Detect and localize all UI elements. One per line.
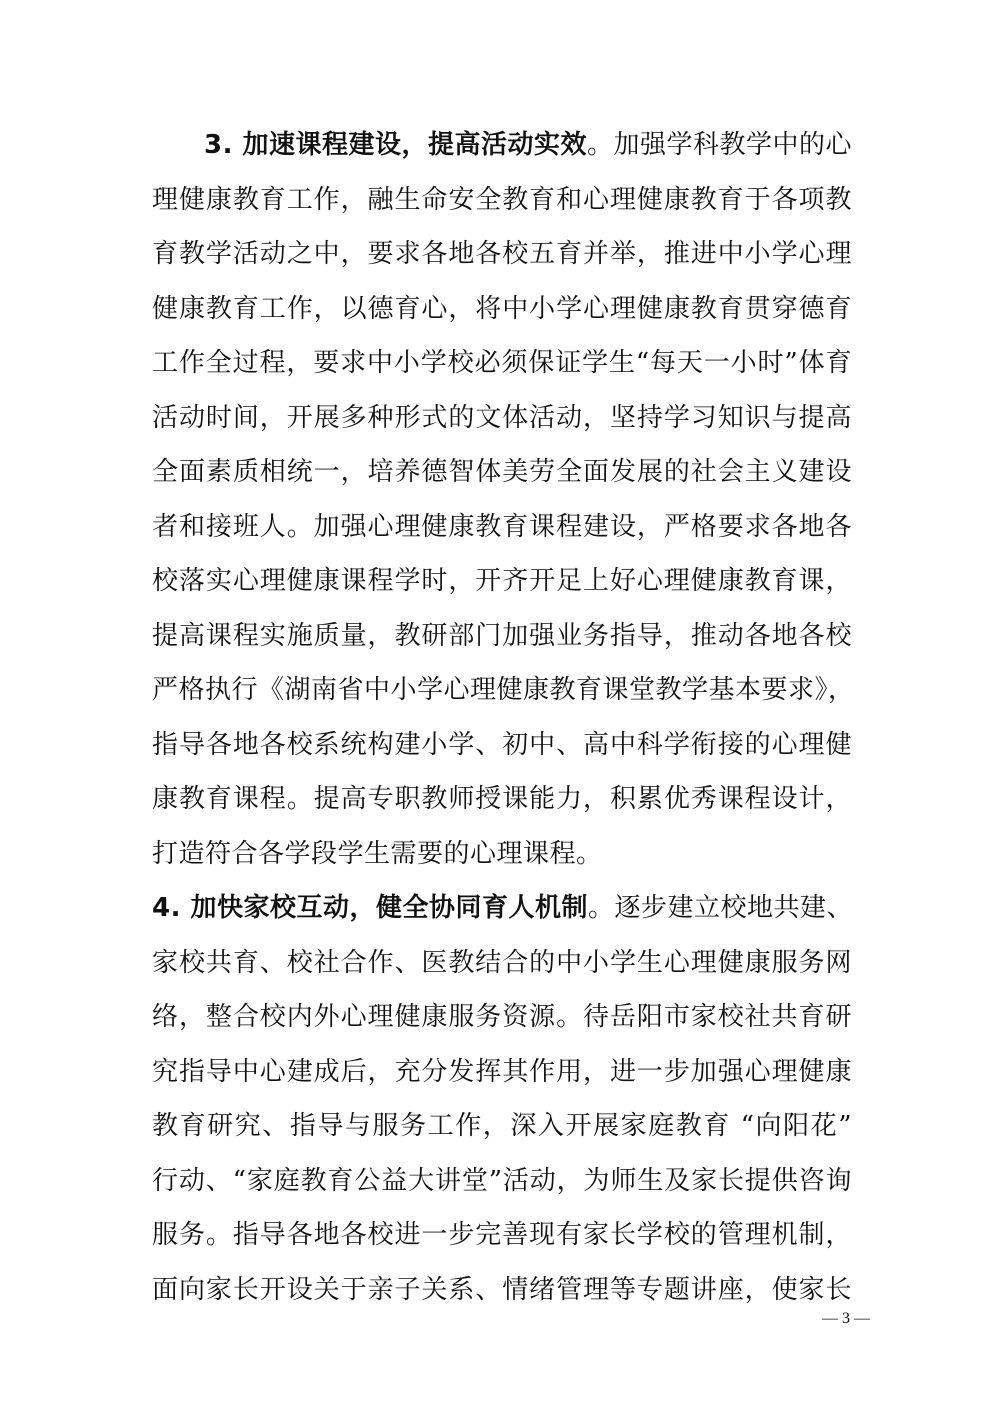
paragraph-3-line: 康教育课程。提高专职教师授课能力，积累优秀课程设计， xyxy=(152,784,852,814)
paragraph-4-line: 服务。指导各地各校进一步完善现有家长学校的管理机制， xyxy=(152,1220,852,1250)
paragraph-3-line: 工作全过程，要求中小学校必须保证学生“每天一小时”体育 xyxy=(152,348,852,378)
section-4-intro: 。逐步建立校地共建、 xyxy=(588,893,854,923)
paragraph-4-line: 络，整合校内外心理健康服务资源。待岳阳市家校社共育研 xyxy=(152,1002,852,1032)
paragraph-4-line: 家校共育、校社合作、医教结合的中小学生心理健康服务网 xyxy=(152,947,852,978)
paragraph-3-line: 提高课程实施质量，教研部门加强业务指导，推动各地各校 xyxy=(152,620,852,651)
paragraph-4-line: 教育研究、指导与服务工作，深入开展家庭教育 “向阳花” xyxy=(152,1111,852,1141)
paragraph-4-line: 行动、“家庭教育公益大讲堂”活动，为师生及家长提供咨询 xyxy=(152,1165,852,1196)
body-text xyxy=(152,118,855,1317)
paragraph-3-line-1 xyxy=(152,118,852,173)
paragraph-4-line: 面向家长开设关于亲子关系、情绪管理等专题讲座，使家长 xyxy=(152,1274,852,1305)
paragraph-3-line: 严格执行《湖南省中小学心理健康教育课堂教学基本要求》， xyxy=(152,675,855,705)
paragraph-3-line: 者和接班人。加强心理健康教育课程建设，严格要求各地各 xyxy=(152,511,852,542)
paragraph-4-line: 究指导中心建成后，充分发挥其作用，进一步加强心理健康 xyxy=(152,1056,852,1087)
section-4-heading: 4. 加快家校互动，健全协同育人机制 xyxy=(152,893,589,923)
paragraph-3-line: 打造符合各学段学生需要的心理课程。 xyxy=(152,838,603,869)
paragraph-3-line: 全面素质相统一，培养德智体美劳全面发展的社会主义建设 xyxy=(152,457,852,487)
paragraph-3-line: 健康教育工作，以德育心，将中小学心理健康教育贯穿德育 xyxy=(152,293,852,324)
paragraph-3-line: 理健康教育工作，融生命安全教育和心理健康教育于各项教 xyxy=(152,184,852,215)
paragraph-3-line: 校落实心理健康课程学时，开齐开足上好心理健康教育课， xyxy=(152,566,852,596)
section-3-intro: 。加强学科教学中的心 xyxy=(587,130,853,160)
section-3-heading: 3. 加速课程建设，提高活动实效 xyxy=(204,130,588,160)
paragraph-3-line: 指导各地各校系统构建小学、初中、高中科学衔接的心理健 xyxy=(152,729,852,760)
paragraph-3-line: 育教学活动之中，要求各地各校五育并举，推进中小学心理 xyxy=(152,239,852,269)
page-number: — 3 — xyxy=(822,1310,870,1327)
paragraph-3-line: 活动时间，开展多种形式的文体活动，坚持学习知识与提高 xyxy=(152,402,852,433)
paragraph-4-line-1 xyxy=(152,881,852,936)
